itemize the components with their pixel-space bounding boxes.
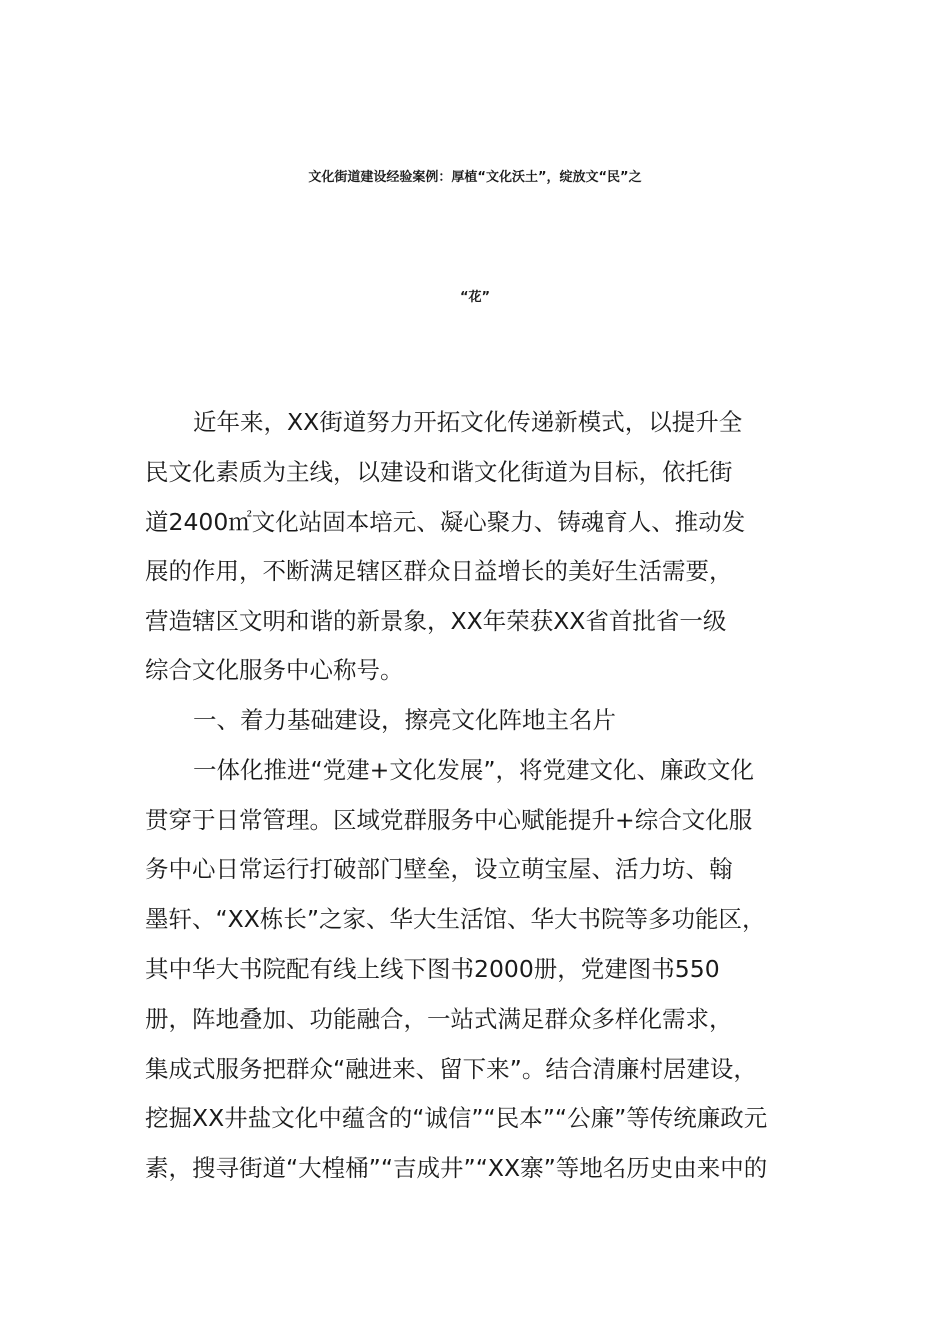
- paragraph-line: 综合文化服务中心称号。: [145, 656, 404, 684]
- paragraph-line: 务中心日常运行打破部门壁垒，设立萌宝屋、活力坊、翰: [145, 855, 733, 883]
- document-title-line-2: “花”: [459, 290, 491, 305]
- paragraph-line: 册，阵地叠加、功能融合，一站式满足群众多样化需求，: [145, 1005, 733, 1033]
- paragraph-line: 展的作用，不断满足辖区群众日益增长的美好生活需要，: [145, 557, 733, 585]
- paragraph-line: 道2400㎡文化站固本培元、凝心聚力、铸魂育人、推动发: [145, 508, 746, 536]
- paragraph-line: 民文化素质为主线，以建设和谐文化街道为目标，依托街: [145, 458, 733, 486]
- document-title-line-1: 文化街道建设经验案例：厚植“文化沃土”，绽放文“民”之: [308, 170, 642, 185]
- paragraph-line: 一体化推进“党建+文化发展”，将党建文化、廉政文化: [193, 756, 755, 784]
- paragraph-line: 挖掘XX井盐文化中蕴含的“诚信”“民本”“公廉”等传统廉政元: [145, 1104, 768, 1132]
- paragraph-line: 贯穿于日常管理。区域党群服务中心赋能提升+综合文化服: [145, 806, 753, 834]
- paragraph-line: 墨轩、“XX栋长”之家、华大生活馆、华大书院等多功能区，: [145, 905, 766, 933]
- paragraph-line: 集成式服务把群众“融进来、留下来”。结合清廉村居建设，: [145, 1055, 757, 1083]
- paragraph-line: 其中华大书院配有线上线下图书2000册，党建图书550: [145, 955, 720, 983]
- paragraph-line: 近年来，XX街道努力开拓文化传递新模式，以提升全: [193, 408, 743, 436]
- section-heading: 一、着力基础建设，擦亮文化阵地主名片: [193, 706, 616, 734]
- paragraph-line: 素，搜寻街道“大楻桶”“吉成井”“XX寨”等地名历史由来中的: [145, 1154, 768, 1182]
- paragraph-line: 营造辖区文明和谐的新景象，XX年荣获XX省首批省一级: [145, 607, 727, 635]
